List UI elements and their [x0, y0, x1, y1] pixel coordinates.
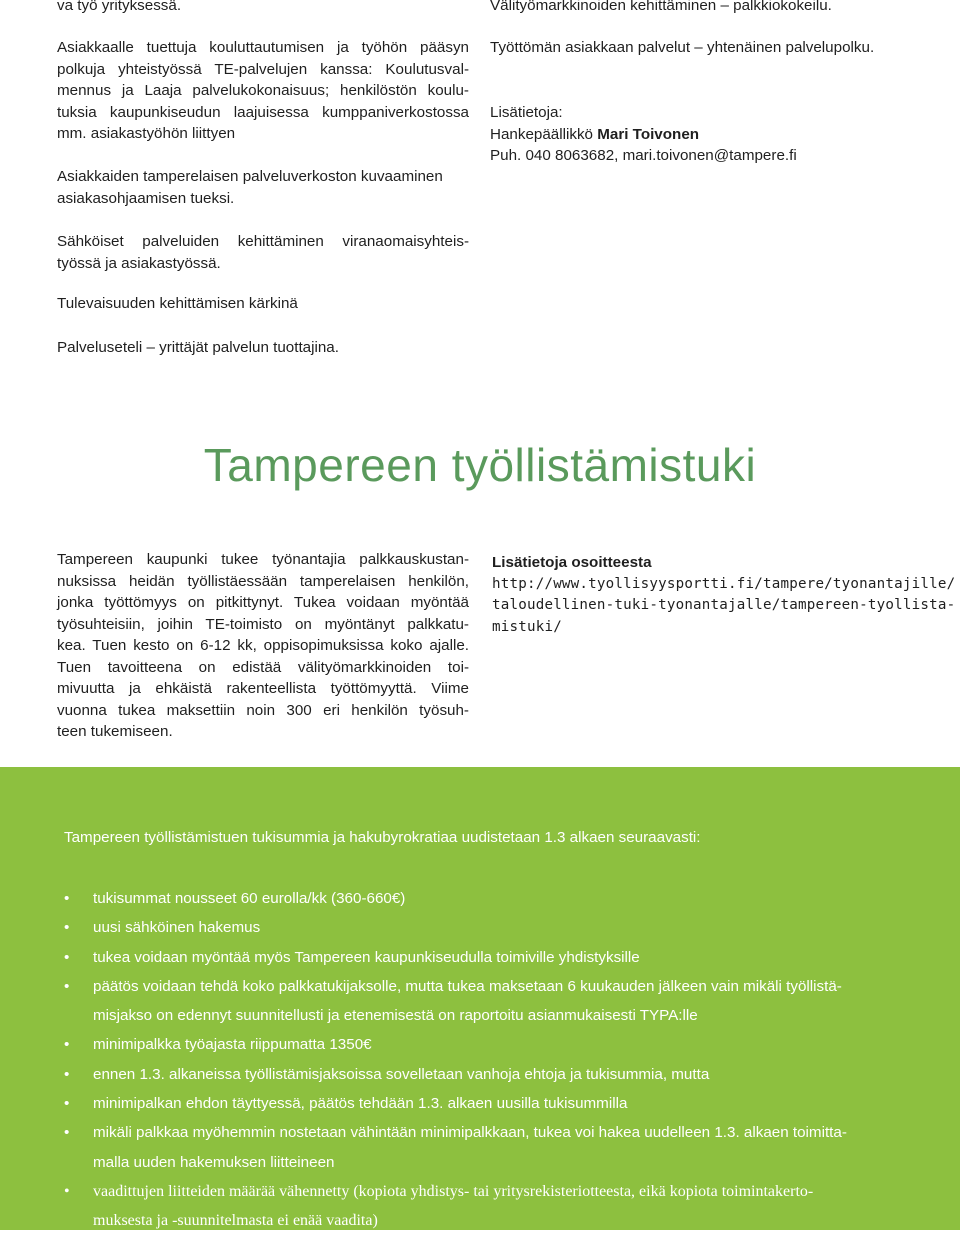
info-block [492, 552, 956, 638]
text-line: Tampereen kaupunki tukee työnantajia palkkauskustan- [57, 551, 469, 568]
bullet-item [64, 1177, 914, 1236]
section-body [57, 549, 469, 743]
bullet-line: misjakso on edennyt suunnitellusti ja etenemisestä on raportoitu asianmukaisesti TYPA:lle [93, 1007, 698, 1025]
bullet-item [64, 1089, 914, 1118]
bullet-line: • ennen 1.3. alkaneissa työllistämisjaksoissa sovelletaan vanhoja ehtoja ja tukisummia, mutta [93, 1065, 710, 1083]
text-line: Sähköiset palveluiden kehittäminen viranaomaisyhteis- [57, 233, 469, 250]
bullet-item [64, 972, 914, 1031]
text-line: jonka työttömyys on pitkittynyt. Tukea voidaan myöntää [57, 594, 469, 611]
text-line: Tulevaisuuden kehittämisen kärkinä [57, 295, 298, 312]
bullet-line: • päätös voidaan tehdä koko palkkatukijaksolle, mutta tukea maksetaan 6 kuukauden jälkeen vain mikäli työllistä- [93, 977, 842, 995]
bullet-item [64, 943, 914, 972]
text-line: asiakasohjaamisen tueksi. [57, 189, 235, 207]
bullet-line: muksesta ja -suunnitelmasta ei enää vaadita) [93, 1212, 378, 1230]
section-headline: Tampereen työllistämistuki [203, 439, 757, 491]
left-paragraph-4 [57, 293, 469, 315]
text-line: polkuja yhteistyössä TE-palvelujen kanssa: Koulutusval- [57, 60, 469, 78]
contact-line: Puh. 040 8063682, mari.toivonen@tampere.fi [490, 147, 797, 164]
text-line: työsuhteisiin, joihin TE-toimisto on myöntänyt palkkatu- [57, 615, 469, 633]
text-line: Työttömän asiakkaan palvelut – yhtenäinen palvelupolku. [490, 39, 875, 56]
text-line: mm. asiakastyöhön liittyen [57, 125, 236, 142]
manager-name: Mari Toivonen [597, 125, 700, 143]
right-paragraph-1 [490, 0, 930, 17]
bullet-line: • uusi sähköinen hakemus [93, 919, 261, 937]
text-line: va työ yrityksessä. [57, 0, 182, 14]
bullet-item [64, 1060, 914, 1089]
manager-line [490, 124, 930, 146]
contact-block [490, 102, 930, 167]
text-line: tuksia kaupunkiseudun laajuisessa kumppaniverkostossa [57, 103, 469, 121]
left-paragraph-1 [57, 37, 469, 145]
bullet-list [64, 884, 914, 1236]
info-label: Lisätietoja: [490, 104, 563, 121]
text-line: mivuutta ja ehkäistä rakenteellista työttömyyttä. Viime [57, 680, 469, 697]
bullet-line: • tukisummat nousseet 60 eurolla/kk (360-660€) [93, 890, 406, 907]
text-line: kea. Tuen kesto on 6-12 kk, oppisopimuksissa koko ajalle. [57, 637, 469, 654]
text-line: Välityömarkkinoiden kehittäminen – palkkiokokeilu. [490, 0, 832, 14]
bullet-line: • mikäli palkkaa myöhemmin nostetaan vähintään minimipalkkaan, tukea voi hakea uudelleen 1.3. alkaen toimitta- [93, 1124, 847, 1142]
text-line: Palveluseteli – yrittäjät palvelun tuottajina. [57, 339, 339, 356]
info-url-line[interactable]: http://www.tyollisyysportti.fi/tampere/tyonantajille/ [492, 575, 956, 592]
info-heading: Lisätietoja osoitteesta [492, 554, 652, 571]
text-line: vuonna tukea maksettiin noin 300 eri henkilön työsuh- [57, 701, 469, 719]
info-url-line[interactable]: mistuki/ [492, 618, 562, 635]
text-line: Asiakkaiden tamperelaisen palveluverkoston kuvaaminen [57, 168, 443, 185]
text-line: mennus ja Laaja palvelukokonaisuus; henkilöstön koulu- [57, 82, 469, 99]
left-paragraph-5 [57, 337, 469, 359]
left-paragraph-3 [57, 231, 469, 274]
bullet-line: malla uuden hakemuksen liitteineen [93, 1153, 335, 1171]
right-paragraph-2 [490, 37, 930, 59]
bullet-line: • tukea voidaan myöntää myös Tampereen kaupunkiseudulla toimiville yhdistyksille [93, 948, 640, 966]
text-line: teen tukemiseen. [57, 723, 173, 740]
bullet-item [64, 1030, 914, 1059]
panel-intro: Tampereen työllistämistuen tukisummia ja hakubyrokratiaa uudistetaan 1.3 alkaen seuraavasti: [64, 829, 701, 846]
bullet-line: • vaadittujen liitteiden määrää vähennetty (kopiota yhdistys- tai yritysrekisteriotteesta, eikä kopiota toimintakerto- [93, 1182, 814, 1200]
info-url-line[interactable]: taloudellinen-tuki-tyonantajalle/tampereen-tyollista- [492, 597, 956, 613]
left-fragment [57, 0, 469, 17]
bullet-item [64, 884, 914, 913]
manager-title: Hankepäällikkö [490, 125, 598, 143]
left-paragraph-2 [57, 166, 469, 209]
bullet-line: • minimipalkan ehdon täyttyessä, päätös tehdään 1.3. alkaen uusilla tukisummilla [93, 1095, 628, 1113]
text-line: Tuen tavoitteena on edistää välityömarkkinoiden toi- [57, 658, 469, 676]
green-info-panel [0, 767, 960, 1230]
text-line: nuksissa heidän työllistäessään tamperelaisen henkilön, [57, 572, 469, 590]
text-line: työssä ja asiakastyössä. [57, 254, 221, 272]
text-line: Asiakkaalle tuettuja kouluttautumisen ja työhön pääsyn [57, 39, 469, 56]
bullet-item [64, 1118, 914, 1177]
bullet-item [64, 913, 914, 942]
bullet-line: • minimipalkka työajasta riippumatta 1350€ [93, 1036, 372, 1054]
